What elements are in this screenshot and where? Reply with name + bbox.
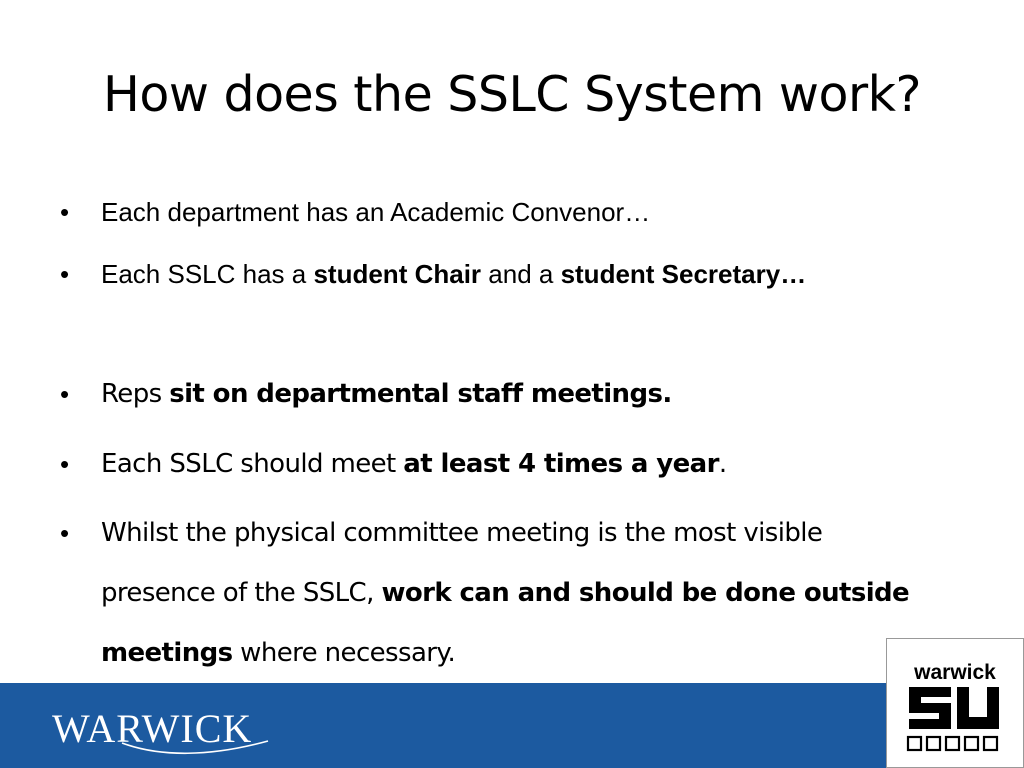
bullet-marker: • <box>60 197 70 227</box>
su-logo <box>886 638 1024 768</box>
bullet-marker: • <box>60 379 69 409</box>
slide-title: How does the SSLC System work? <box>103 66 921 123</box>
bullet-marker: • <box>60 259 70 289</box>
bullet-text: Whilst the physical committee meeting is the most visible presence of the SSLC, work can and should be done outside meetings where necessary. <box>101 518 910 668</box>
bullet-text: Each SSLC should meet at least 4 times a year. <box>101 449 727 479</box>
su-logo-top-text: warwick <box>914 661 996 684</box>
logo-swoosh-icon <box>120 739 270 757</box>
footer-band <box>0 683 1024 768</box>
bullet-text: Each department has an Academic Convenor… <box>101 197 651 227</box>
university-logo: WARWICK <box>52 706 253 751</box>
bullet-marker: • <box>60 518 69 548</box>
bullet-text: Reps sit on departmental staff meetings. <box>101 379 672 409</box>
su-squares <box>908 737 997 750</box>
su-logo-icon <box>887 639 1023 767</box>
bullet-marker: • <box>60 449 69 479</box>
bullet-text: Each SSLC has a student Chair and a student Secretary… <box>101 259 807 289</box>
